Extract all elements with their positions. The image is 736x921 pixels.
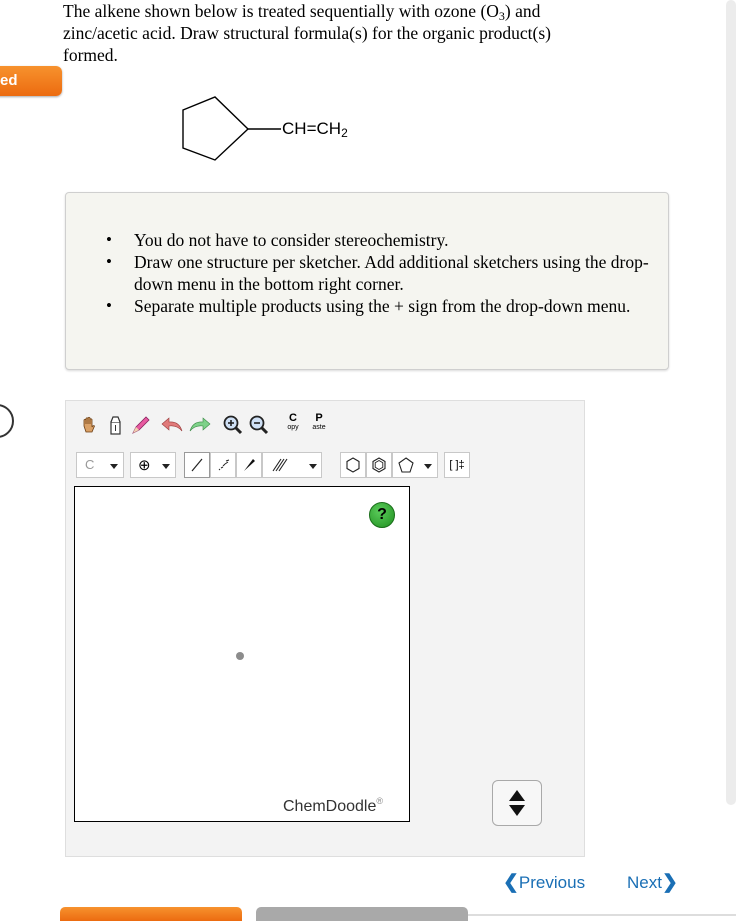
benzene-icon[interactable] (366, 452, 392, 478)
cyclopentane-ring-drawing (175, 90, 285, 170)
instructions-box (65, 192, 669, 370)
add-sketcher-dropdown[interactable] (492, 780, 542, 826)
bracket-button[interactable] (444, 452, 470, 478)
side-status-tab[interactable] (0, 66, 62, 96)
pentagon-icon (397, 456, 415, 474)
bullet-icon: • (106, 230, 112, 249)
chevron-down-icon (110, 464, 118, 469)
cyclohexane-icon[interactable] (340, 452, 366, 478)
multi-bond-icon (269, 456, 293, 474)
chemdoodle-logo (283, 796, 383, 816)
zoom-in-icon[interactable] (220, 412, 246, 438)
paste-label: aste (312, 424, 326, 431)
previous-button[interactable] (503, 871, 585, 894)
up-down-arrows-icon (493, 781, 541, 825)
bottom-primary-button[interactable] (60, 907, 242, 921)
help-icon: ? (377, 506, 387, 523)
question-line-1-end: ) and (504, 1, 541, 21)
brand-name: ChemDoodle (283, 798, 377, 815)
eraser-can-icon[interactable] (102, 412, 128, 438)
element-value: C (85, 457, 95, 472)
pencil-icon[interactable] (128, 412, 154, 438)
chevron-down-icon (309, 464, 317, 469)
next-label: Next (627, 873, 662, 892)
question-line-3: formed. (63, 45, 118, 65)
redo-icon[interactable] (186, 412, 212, 438)
paste-p-glyph: P (315, 412, 323, 424)
ch-group: CH (282, 119, 307, 138)
side-tab-label: ed (0, 72, 18, 89)
undo-icon[interactable] (160, 412, 186, 438)
ozone-subscript: 3 (498, 9, 505, 23)
single-bond-icon[interactable] (184, 452, 210, 478)
ring-selector[interactable] (392, 452, 438, 478)
chevron-down-icon (162, 464, 170, 469)
instruction-item (106, 295, 656, 317)
question-line-1: The alkene shown below is treated sequentially with ozone (O (63, 1, 499, 21)
chevron-right-icon: ❯ (661, 872, 678, 893)
multi-bond-selector[interactable] (262, 452, 322, 478)
question-text (63, 0, 643, 66)
ch2-subscript: 2 (341, 126, 348, 140)
previous-label: Previous (518, 873, 586, 892)
instruction-text: Draw one structure per sketcher. Add additional sketchers using the drop-down menu in the bottom right corner. (134, 252, 649, 294)
bottom-divider (468, 914, 736, 916)
hand-icon[interactable] (76, 412, 102, 438)
element-selector[interactable] (76, 452, 124, 478)
bullet-icon: • (106, 296, 112, 315)
bottom-secondary-button[interactable] (256, 907, 468, 921)
help-button[interactable] (369, 502, 395, 528)
question-line-2: zinc/acetic acid. Draw structural formula(s) for the organic product(s) (63, 23, 552, 43)
chevron-down-icon (424, 464, 432, 469)
wedge-bond-icon[interactable] (236, 452, 262, 478)
instruction-item (106, 229, 656, 251)
canvas-cursor-dot (236, 652, 244, 660)
page-scrollbar[interactable] (726, 0, 736, 805)
paste-button[interactable] (306, 410, 332, 436)
chevron-left-icon: ❮ (503, 872, 519, 893)
instruction-text: You do not have to consider stereochemistry. (134, 230, 449, 250)
registered-mark: ® (376, 796, 384, 806)
next-button[interactable] (627, 871, 678, 894)
alkene-substituent-label (282, 118, 348, 140)
charge-selector[interactable] (130, 452, 176, 478)
instruction-text: Separate multiple products using the + sign from the drop-down menu. (134, 296, 631, 316)
side-circle-button[interactable] (0, 404, 14, 438)
copy-label: opy (287, 424, 299, 431)
zoom-out-icon[interactable] (246, 412, 272, 438)
bracket-label: [ ]‡ (449, 459, 465, 471)
double-bond-symbol: = (306, 119, 317, 138)
charge-symbol: ⊕ (138, 457, 151, 474)
hashed-bond-icon[interactable] (210, 452, 236, 478)
instruction-item (106, 251, 656, 295)
copy-c-glyph: C (289, 412, 297, 424)
instructions-list (106, 229, 656, 317)
bullet-icon: • (106, 252, 112, 271)
ch2-group: CH (316, 119, 342, 138)
copy-button[interactable] (280, 410, 306, 436)
